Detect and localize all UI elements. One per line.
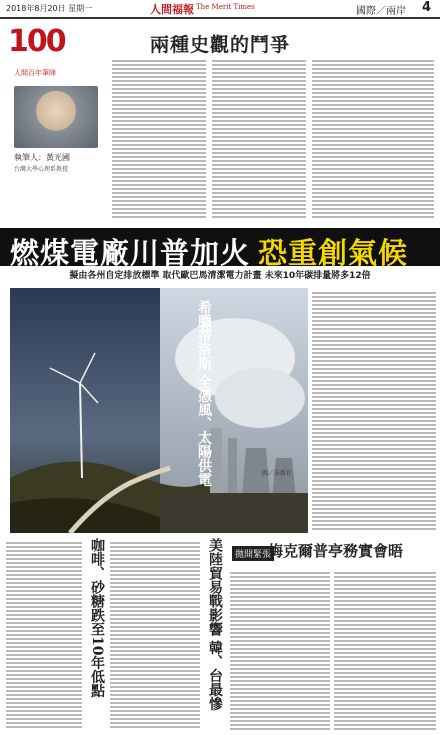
article-column: [212, 58, 306, 220]
article-column: [312, 290, 436, 530]
headline-main: 燃煤電廠川普加火: [10, 236, 251, 270]
author-affiliation: 台灣大學心理系教授: [14, 166, 69, 173]
top-article-title: 兩種史觀的鬥爭: [150, 34, 291, 56]
author-name: 執筆人：黃光國: [14, 153, 70, 162]
article-column: [334, 570, 436, 730]
newspaper-logo: 人間福報: [150, 3, 194, 16]
article-column: [230, 570, 330, 730]
story-title-trade-war: 美陸貿易戰影響 韓、台最慘: [207, 538, 223, 711]
article-column: [312, 58, 434, 220]
section-name: 國際／兩岸: [356, 6, 406, 17]
story-kicker: 拋開緊張: [232, 546, 274, 561]
page-number: 4: [422, 0, 432, 15]
feature-vertical-title: 希臘蒂洛斯 全憑風、太陽供電: [196, 300, 212, 487]
article-column: [112, 58, 206, 220]
author-portrait: [14, 86, 98, 148]
badge-number: 100: [8, 24, 65, 59]
story-title-coffee: 咖啡、砂糖跌至10年低點: [89, 538, 105, 698]
photo-illustration: [10, 288, 308, 533]
badge-label: 人間百年筆陣: [14, 69, 56, 77]
photo-credit: 圖／法新社: [262, 470, 293, 477]
subheadline: 擬由各州自定排放標準 取代歐巴馬清潔電力計畫 未來10年碳排量將多12倍: [69, 271, 371, 281]
feature-photo: [10, 288, 308, 533]
page-header: [0, 0, 440, 19]
headline-highlight: 恐重創氣候: [258, 236, 409, 270]
article-column: [110, 540, 200, 730]
centennial-badge: [8, 24, 104, 82]
story-title-merkel-putin: 梅克爾普亭務實會晤: [268, 542, 404, 560]
issue-date: 2018年8月20日 星期一: [6, 4, 93, 13]
newspaper-logo-en: The Merit Times: [196, 3, 255, 11]
headline-banner: [0, 228, 440, 270]
article-column: [6, 540, 82, 730]
